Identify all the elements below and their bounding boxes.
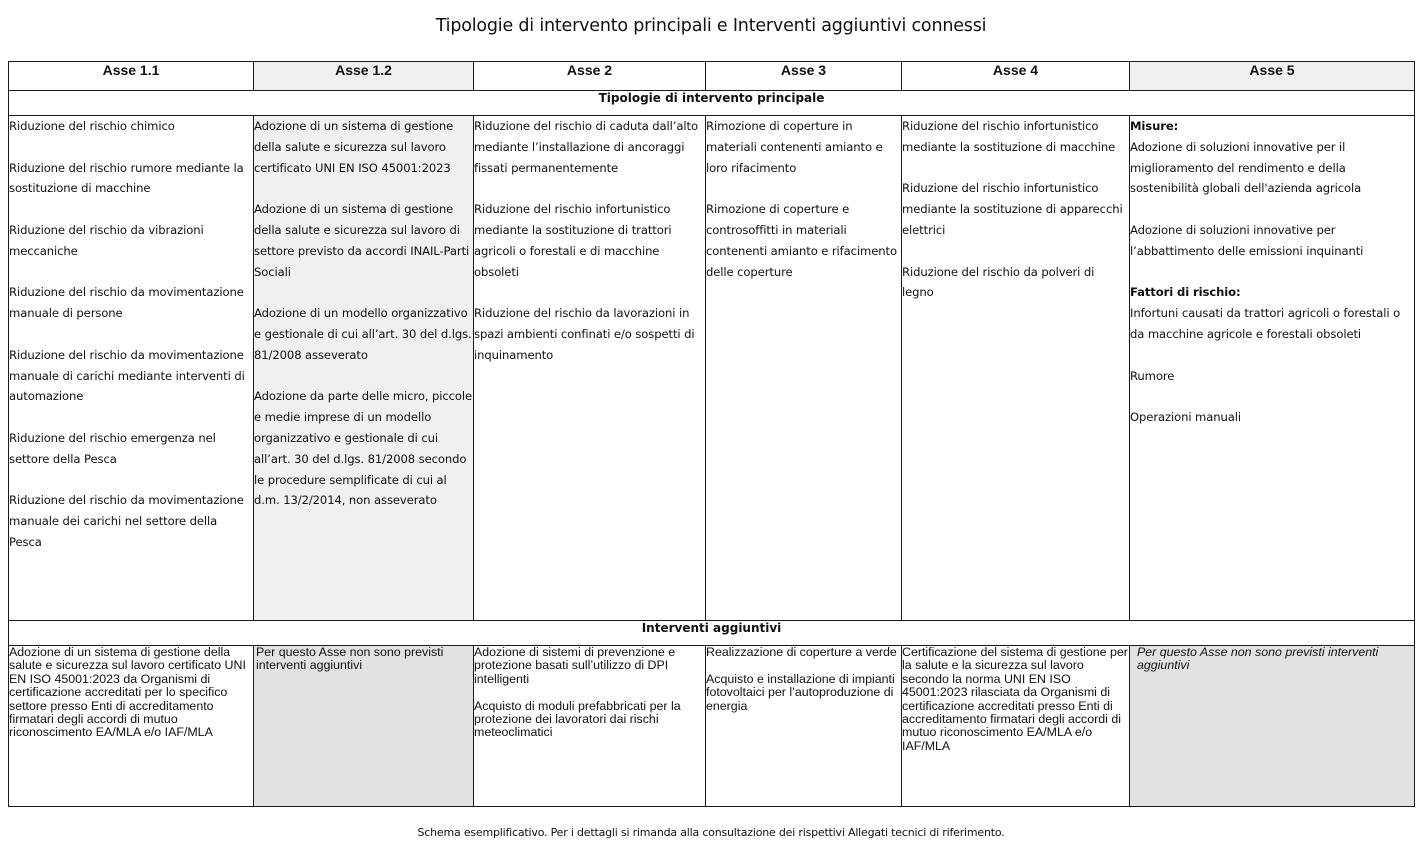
list-item: Riduzione del rischio chimico [9,119,175,133]
list-item: Riduzione del rischio infortunistico mediante la sostituzione di apparecchi elettrici [902,181,1123,237]
extra-interventions-row [9,646,1415,807]
list-item: Adozione da parte delle micro, piccole e medie imprese di un modello organizzativo e gestionale di cui all’art. 30 del d.lgs. 81/2008 secondo le procedure semplificate di cui al d.m. 13/2/2014, non asseverato [254,389,473,508]
extra-cell-asse-1-1 [9,646,254,807]
section-title-extra: Interventi aggiuntivi [9,621,1415,646]
main-cell-asse-4 [902,116,1130,621]
list-item: Operazioni manuali [1130,410,1241,425]
list-item: Adozione di un sistema di gestione della salute e sicurezza sul lavoro di settore previsto da accordi INAIL-Parti Sociali [254,202,470,279]
extra-cell-asse-1-2 [254,646,474,807]
footnote: Schema esemplificativo. Per i dettagli si rimanda alla consultazione dei rispettivi Allegati tecnici di riferimento. [417,826,1005,839]
header-row [9,62,1415,91]
list-item: Acquisto e installazione di impianti fotovoltaici per l’autoproduzione di energia [706,671,895,713]
main-cell-asse-2 [474,116,706,621]
extra-cell-asse-5 [1130,646,1415,807]
list-item: Rumore [1130,368,1175,383]
list-item: Acquisto di moduli prefabbricati per la protezione dei lavoratori dai rischi meteoclimatici [474,698,681,740]
list-item: Riduzione del rischio da movimentazione manuale di persone [9,285,244,321]
extra-cell-asse-4 [902,646,1130,807]
extra-cell-asse-3 [706,646,902,807]
main-cell-asse-3 [706,116,902,621]
page-title: Tipologie di intervento principali e Interventi aggiuntivi connessi [435,16,987,36]
list-item: Riduzione del rischio di caduta dall’alto mediante l’installazione di ancoraggi fissati permanentemente [474,119,698,175]
main-cell-asse-5 [1130,116,1415,621]
list-item: Rimozione di coperture in materiali contenenti amianto e loro rifacimento [706,119,883,175]
list-item: Rimozione di coperture e controsoffitti in materiali contenenti amianto e rifacimento delle coperture [706,202,897,279]
list-item: Riduzione del rischio da lavorazioni in spazi ambienti confinati e/o sospetti di inquinamento [474,306,695,362]
list-item: Adozione di sistemi di prevenzione e protezione basati sull’utilizzo di DPI intelligenti [474,645,676,686]
main-interventions-row [9,116,1415,621]
list-item: Adozione di un sistema di gestione della salute e sicurezza sul lavoro certificato UNI EN ISO 45001:2023 da Organismi di certificazione accreditati per lo specifico settore presso Enti di accreditamento firmatari degli accordi di mutuo riconoscimento EA/MLA e/o IAF/MLA [9,645,246,740]
list-item: Adozione di un modello organizzativo e gestionale di cui all’art. 30 del d.lgs. 81/2008 asseverato [254,306,472,362]
section-row-extra [9,621,1415,646]
main-cell-asse-1-1 [9,116,254,621]
list-item: Riduzione del rischio infortunistico mediante la sostituzione di trattori agricoli o forestali e di macchine obsoleti [474,202,672,279]
section-row-main [9,91,1415,116]
list-item: Riduzione del rischio da movimentazione manuale di carichi mediante interventi di automazione [9,347,245,404]
list-item: Realizzazione di coperture a verde [706,645,897,659]
list-item: Infortuni causati da trattori agricoli o forestali o da macchine agricole e forestali obsoleti [1130,306,1401,341]
interventions-table [8,61,1415,807]
column-header-asse-3: Asse 3 [706,62,902,91]
fattori-label: Fattori di rischio: [1130,285,1241,300]
list-item: Per questo Asse non sono previsti interventi aggiuntivi [1137,645,1379,673]
list-item: Adozione di soluzioni innovative per il miglioramento del rendimento e della sostenibilità globali dell'azienda agricola [1130,139,1362,196]
column-header-asse-1-1: Asse 1.1 [9,62,254,91]
misure-group [1130,116,1414,199]
section-title-main: Tipologie di intervento principale [9,91,1415,116]
list-item: Certificazione del sistema di gestione per la salute e la sicurezza sul lavoro secondo la norma UNI EN ISO 45001:2023 rilasciata da Organismi di certificazione accreditati presso Enti di accreditamento firmatari degli accordi di mutuo riconoscimento EA/MLA e/o IAF/MLA [902,645,1128,753]
list-item: Adozione di un sistema di gestione della salute e sicurezza sul lavoro certificato UNI EN ISO 45001:2023 [254,119,454,175]
list-item: Adozione di soluzioni innovative per l’abbattimento delle emissioni inquinanti [1130,222,1364,258]
list-item: Riduzione del rischio rumore mediante la sostituzione di macchine [9,160,244,196]
list-item: Riduzione del rischio da polveri di legno [902,264,1095,300]
list-item: Riduzione del rischio emergenza nel settore della Pesca [9,430,216,466]
column-header-asse-2: Asse 2 [474,62,706,91]
main-cell-asse-1-2 [254,116,474,621]
misure-label: Misure: [1130,119,1179,133]
list-item: Per questo Asse non sono previsti interventi aggiuntivi [256,645,444,673]
column-header-asse-1-2: Asse 1.2 [254,62,474,91]
column-header-asse-4: Asse 4 [902,62,1130,91]
extra-cell-asse-2 [474,646,706,807]
fattori-group [1130,282,1414,344]
list-item: Riduzione del rischio da vibrazioni meccaniche [9,222,204,258]
list-item: Riduzione del rischio da movimentazione manuale dei carichi nel settore della Pesca [9,493,244,549]
list-item: Riduzione del rischio infortunistico mediante la sostituzione di macchine [902,119,1116,154]
column-header-asse-5: Asse 5 [1130,62,1415,91]
